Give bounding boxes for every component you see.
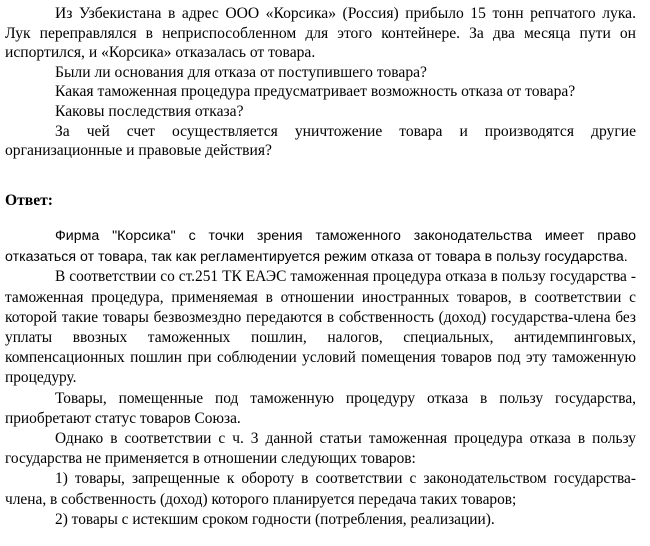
answer-list-item: 1) товары, запрещенные к обороту в соответствии с законодательством государства-члена, в собственность (доход) которого планируется передача таких товаров; [5, 470, 636, 508]
answer-paragraph: В соответствии со ст.251 ТК ЕАЭС таможенная процедура отказа в пользу государства - таможенная процедура, применяемая в отношении иностранных товаров, в соответствии с которой такие товары безвозмездно передаются в собственность (доход) государства-члена без уплаты ввозных таможенных пошлин, налогов, специальных, антидемпинговых, компенсационных пошлин при соблюдении условий помещения товаров под эту таможенную процедуру. [5, 268, 636, 387]
answer-paragraph: Однако в соответствии с ч. 3 данной статьи таможенная процедура отказа в пользу государства не применяется в отношении следующих товаров: [5, 429, 636, 468]
answer-heading: Ответ: [5, 191, 53, 209]
answer-list-item: 2) товары с истекшим сроком годности (потребления, реализации). [55, 510, 495, 528]
answer-paragraph: Товары, помещенные под таможенную процедуру отказа в пользу государства, приобретают статус товаров Союза. [5, 389, 636, 427]
answer-section [5, 226, 636, 530]
task-paragraph: Из Узбекистана в адрес ООО «Корсика» (Россия) прибыло 15 тонн репчатого лука. Лук переправлялся в неприспособленном для этого контейнере. За два месяца пути он испортился, и «Корсика» отказалась от товара. [5, 5, 636, 62]
task-question: Какая таможенная процедура предусматривает возможность отказа от товара? [55, 83, 576, 101]
task-question: За чей счет осуществляется уничтожение товара и производятся другие организационные и правовые действия? [5, 122, 636, 160]
task-question: Были ли основания для отказа от поступившего товара? [55, 63, 427, 81]
task-section [5, 4, 636, 161]
answer-paragraph: Фирма "Корсика" с точки зрения таможенного законодательства имеет право отказаться от товара, так как регламентируется режим отказа от товара в пользу государства. [5, 228, 636, 265]
task-question: Каковы последствия отказа? [55, 102, 244, 120]
